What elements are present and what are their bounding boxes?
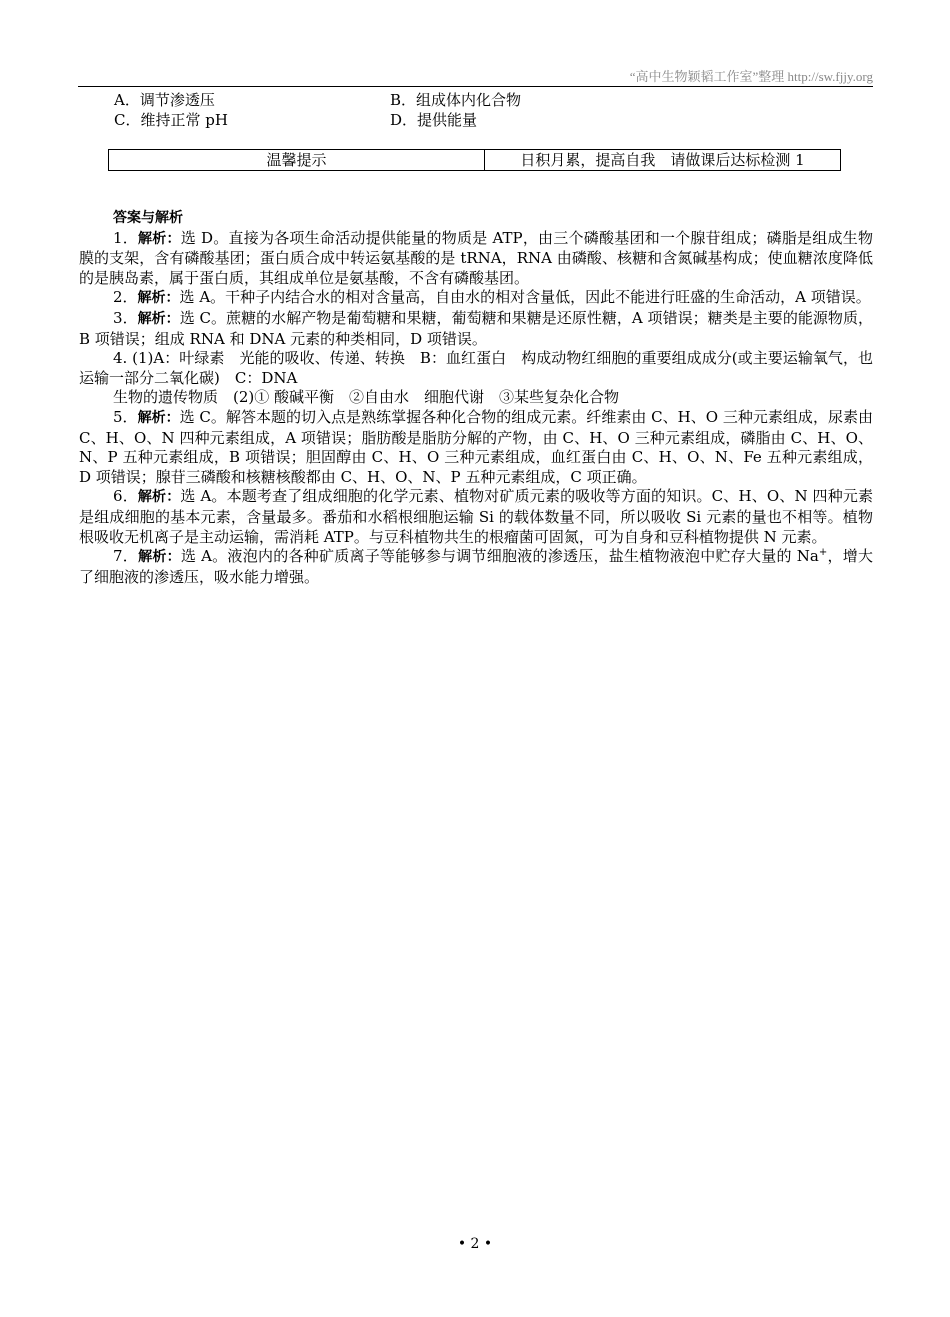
answer-5 bbox=[79, 408, 873, 487]
option-c: C．维持正常 pH bbox=[114, 111, 228, 129]
answer-number: 6． bbox=[113, 487, 138, 506]
analysis-label: 解析： bbox=[138, 230, 181, 247]
answer-1 bbox=[79, 229, 873, 289]
option-d: D．提供能量 bbox=[390, 111, 478, 129]
answer-4-continued bbox=[79, 388, 873, 408]
answer-text-tail: ，增大了细胞液的渗透压，吸水能力增强。 bbox=[79, 547, 874, 586]
answer-number: 7． bbox=[113, 547, 139, 566]
tip-text: 日积月累，提高自我 请做课后达标检测 1 bbox=[520, 151, 805, 169]
answer-number: 1． bbox=[113, 228, 139, 247]
answer-number: 2． bbox=[113, 288, 138, 307]
answers-section bbox=[79, 209, 873, 587]
answer-text: 选 C。解答本题的切入点是熟练掌握各种化合物的组成元素。纤维素由 C、H、O 三种元素组成，尿素由 C、H、O、N 四种元素组成，A 项错误；脂肪酸是脂肪分解的产物，由 C、H、O 三种元素组成，磷脂由 C、H、O、N、P 五种元素组成，B 项错误；胆固醇由 C、H、O 三种元素组成，血红蛋白由 C、H、O、N、Fe 五种元素组成，D 项错误；腺苷三磷酸和核糖核酸都由 C、H、O、N、P 五种元素组成，C 项正确。 bbox=[79, 407, 873, 486]
answer-number: 3． bbox=[113, 308, 138, 327]
answer-text: 选 A。本题考查了组成细胞的化学元素、植物对矿质元素的吸收等方面的知识。C、H、O、N 四种元素是组成细胞的基本元素，含量最多。番茄和水稻根细胞运输 Si 的载体数量不同，所以吸收 Si 元素的量也不相等。植物根吸收无机离子是主动运输，需消耗 ATP。与豆科植物共生的根瘤菌可固氮，可为自身和豆科植物提供 N 元素。 bbox=[79, 487, 874, 546]
analysis-label: 解析： bbox=[137, 489, 181, 506]
answer-options bbox=[114, 90, 666, 130]
answer-6 bbox=[79, 487, 873, 547]
answer-text: 选 A。干种子内结合水的相对含量高，自由水的相对含量低，因此不能进行旺盛的生命活动，A 项错误。 bbox=[179, 288, 871, 307]
option-b: B．组成体内化合物 bbox=[390, 91, 522, 109]
answer-number: 5． bbox=[113, 407, 138, 426]
answer-text: 生物的遗传物质 (2)① 酸碱平衡 ②自由水 细胞代谢 ③某些复杂化合物 bbox=[113, 388, 620, 407]
answer-2 bbox=[79, 288, 873, 309]
analysis-label: 解析： bbox=[137, 409, 180, 426]
option-a: A．调节渗透压 bbox=[114, 91, 215, 109]
page-header: “高中生物颖韬工作室”整理 http://sw.fjjy.org bbox=[78, 66, 873, 87]
analysis-label: 解析： bbox=[138, 549, 181, 566]
answer-3 bbox=[79, 309, 873, 349]
answer-text: 选 D。直接为各项生命活动提供能量的物质是 ATP，由三个磷酸基团和一个腺苷组成；磷脂是组成生物膜的支架，含有磷酸基团；蛋白质合成中转运氨基酸的是 tRNA，RNA 由磷酸、核糖和含氮碱基构成；使血糖浓度降低的是胰岛素，属于蛋白质，其组成单位是氨基酸，不含有磷酸基团。 bbox=[79, 228, 874, 287]
answers-title: 答案与解析 bbox=[113, 210, 183, 226]
tip-label: 温馨提示 bbox=[109, 150, 485, 170]
answer-text: 4. (1)A：叶绿素 光能的吸收、传递、转换 B：血红蛋白 构成动物红细胞的重要组成成分(或主要运输氧气，也运输一部分二氧化碳) C：DNA bbox=[79, 349, 873, 387]
options-row-2 bbox=[114, 110, 666, 130]
answer-4 bbox=[79, 349, 873, 388]
answer-7 bbox=[79, 547, 873, 587]
superscript-charge: + bbox=[818, 547, 828, 559]
tip-box bbox=[108, 149, 841, 171]
analysis-label: 解析： bbox=[137, 310, 180, 327]
page-number: • 2 • bbox=[457, 1236, 493, 1252]
answer-text: 选 A。液泡内的各种矿质离子等能够参与调节细胞液的渗透压，盐生植物液泡中贮存大量的 Na bbox=[180, 547, 819, 566]
answer-text: 选 C。蔗糖的水解产物是葡萄糖和果糖，葡萄糖和果糖是还原性糖，A 项错误；糖类是主要的能源物质，B 项错误；组成 RNA 和 DNA 元素的种类相同，D 项错误。 bbox=[79, 308, 873, 348]
options-row-1 bbox=[114, 90, 666, 110]
analysis-label: 解析： bbox=[137, 290, 180, 307]
